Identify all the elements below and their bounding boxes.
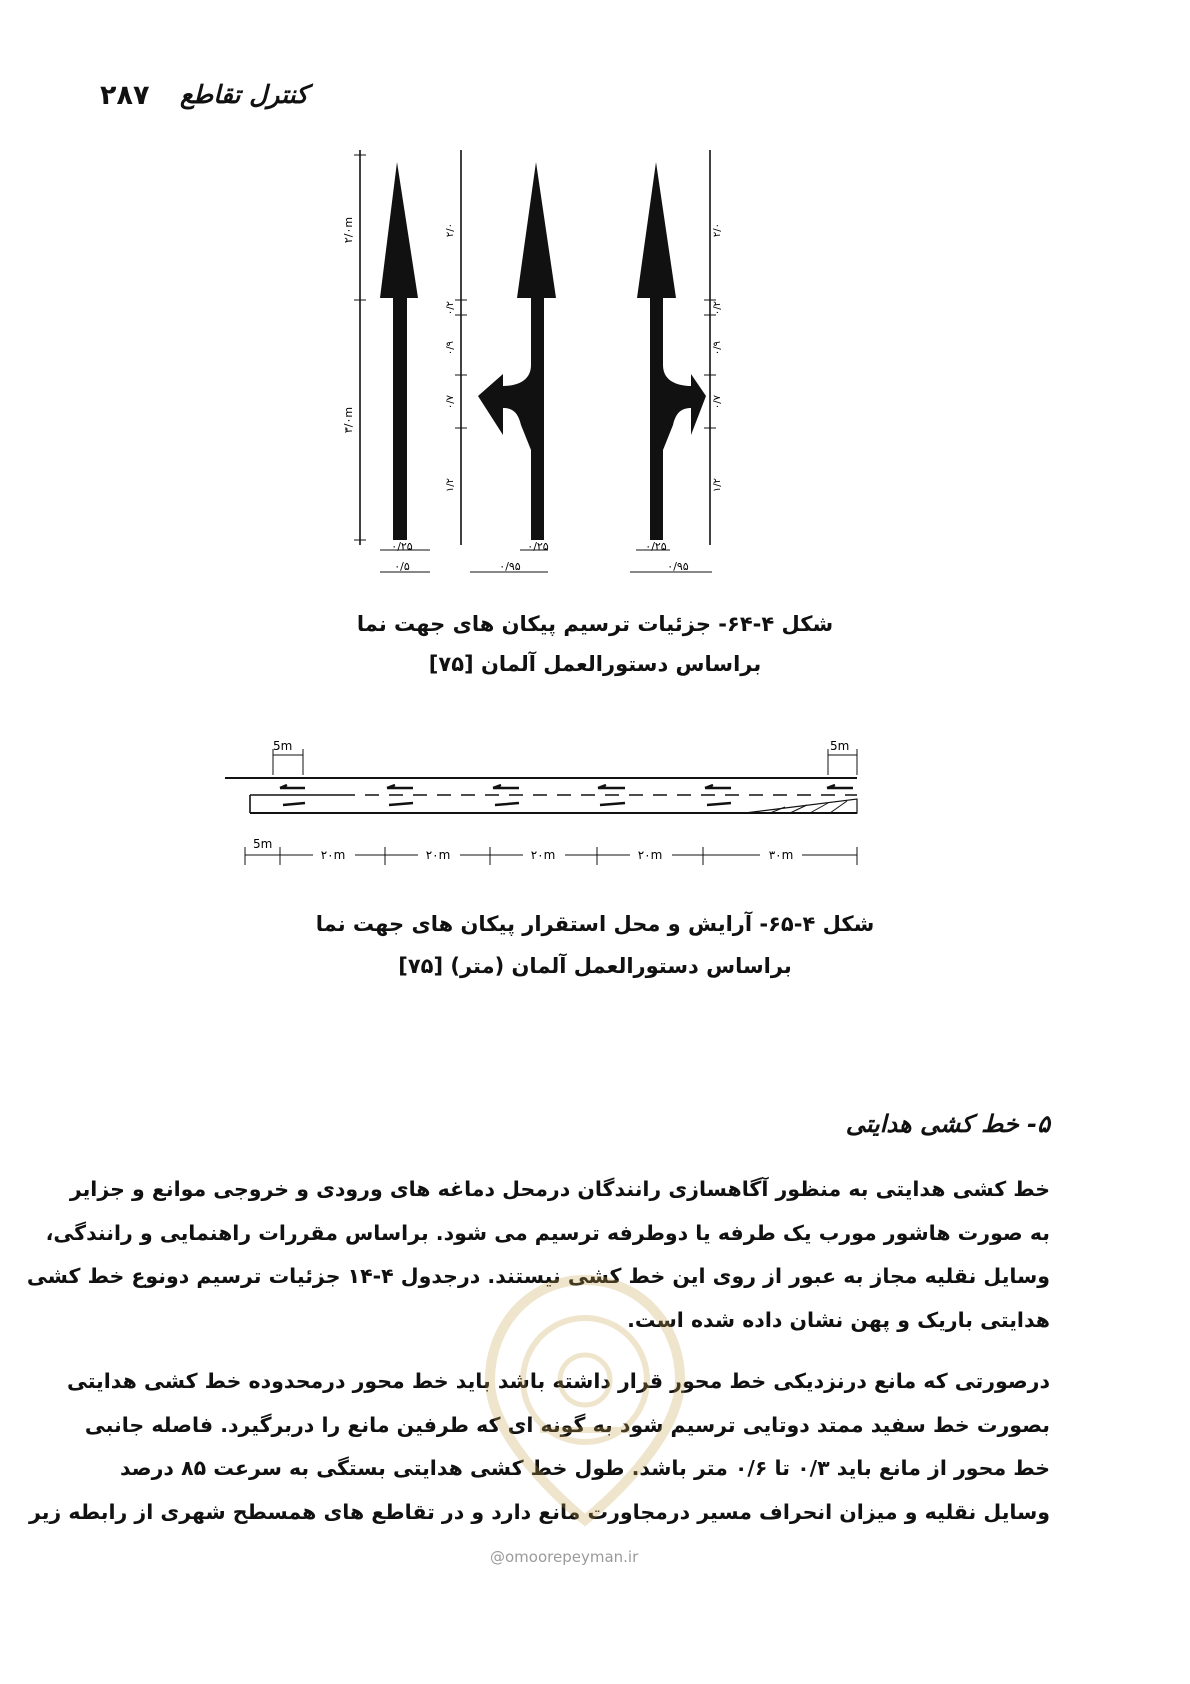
- paragraph-1-line: هدایتی باریک و پهن نشان داده شده است.: [627, 1307, 1050, 1332]
- paragraph-2-line: درصورتی که مانع درنزدیکی خط محور قرار داشته باشد باید خط محور درمحدوده خط کشی هدایتی: [66, 1369, 1050, 1393]
- arrow1-dim-label-0: ۲/۰m: [342, 216, 355, 244]
- figure-65-arrow-arrangement: [225, 735, 875, 880]
- figure-65-caption-line2: براساس دستورالعمل آلمان (متر) [۷۵]: [398, 954, 792, 978]
- spacing-label-1: ۲۰m: [425, 848, 451, 862]
- running-title: کنترل تقاطع: [180, 80, 309, 109]
- arrow3-dim-label-0: ۲/۰: [712, 222, 723, 238]
- paragraph-2-line: بصورت خط سفید ممتد دوتایی ترسیم شود به گونه ای که طرفین مانع را دربرگیرد. فاصله جانبی: [84, 1412, 1050, 1437]
- arrow3-dim-label-1: ۰/۲: [712, 300, 723, 316]
- label-5m-left: 5m: [273, 739, 293, 753]
- arrow3-dim-label-3: ۰/۷: [712, 394, 723, 410]
- spacing-label-0: ۲۰m: [320, 848, 346, 862]
- figure-64-caption-line2: براساس دستورالعمل آلمان [۷۵]: [428, 652, 762, 676]
- arrow2-dim-label-4: ۱/۲: [445, 477, 456, 493]
- arrow1-width-label-0: ۰/۲۵: [391, 540, 413, 553]
- watermark-logo: [480, 1270, 690, 1530]
- arrow2-width-label-0: ۰/۲۵: [527, 540, 549, 553]
- arrow1-width-label-1: ۰/۵: [394, 560, 410, 573]
- arrow2-dim-label-3: ۰/۷: [445, 394, 456, 410]
- label-5m-bottom: 5m: [253, 837, 273, 851]
- straight-right-arrow: [630, 150, 723, 573]
- straight-left-arrow: [445, 150, 556, 573]
- arrow2-dim-label-0: ۲/۰: [445, 222, 456, 238]
- arrow2-dim-label-2: ۰/۹: [445, 340, 456, 356]
- section-heading: ۵- خط کشی هدایتی: [845, 1110, 1050, 1138]
- figure-64-arrow-details: [340, 150, 740, 590]
- paragraph-1-line: خط کشی هدایتی به منظور آگاهسازی رانندگان درمحل دماغه های ورودی و خروجی موانع و جزایر: [69, 1177, 1050, 1201]
- arrow3-width-label-0: ۰/۲۵: [645, 540, 667, 553]
- paragraph-2-line: خط محور از مانع باید ۰/۳ تا ۰/۶ متر باشد. طول خط کشی هدایتی بستگی به سرعت ۸۵ درصد: [119, 1456, 1050, 1480]
- arrow3-dim-label-4: ۱/۲: [712, 477, 723, 493]
- spacing-label-3: ۲۰m: [637, 848, 663, 862]
- watermark-url: @omoorepeyman.ir: [490, 1548, 639, 1566]
- spacing-label-4: ۳۰m: [768, 848, 794, 862]
- spacing-label-2: ۲۰m: [530, 848, 556, 862]
- arrow2-dim-label-1: ۰/۲: [445, 300, 456, 316]
- paragraph-2-line: وسایل نقلیه و میزان انحراف مسیر درمجاورت مانع دارد و در تقاطع های همسطح شهری از رابطه زیر: [28, 1499, 1050, 1524]
- paragraph-1-line: وسایل نقلیه مجاز به عبور از روی این خط کشی نیستند. درجدول ۴-۱۴ جزئیات ترسیم دونوع خط کشی: [26, 1264, 1050, 1288]
- figure-64-caption-line1: شکل ۴-۶۴- جزئیات ترسیم پیکان های جهت نما: [356, 612, 834, 636]
- arrow1-dim-label-1: ۳/۰m: [342, 406, 355, 434]
- arrow3-width-label-1: ۰/۹۵: [667, 560, 689, 573]
- paragraph-1-line: به صورت هاشور مورب یک طرفه یا دوطرفه ترسیم می شود. براساس مقررات راهنمایی و رانندگی،: [45, 1220, 1050, 1245]
- arrow2-width-label-1: ۰/۹۵: [499, 560, 521, 573]
- page-number: ۲۸۷: [100, 80, 150, 111]
- figure-65-caption-line1: شکل ۴-۶۵- آرایش و محل استقرار پیکان های جهت نما: [315, 912, 875, 936]
- arrow3-dim-label-2: ۰/۹: [712, 340, 723, 356]
- straight-arrow: [342, 150, 430, 573]
- label-5m-right: 5m: [830, 739, 850, 753]
